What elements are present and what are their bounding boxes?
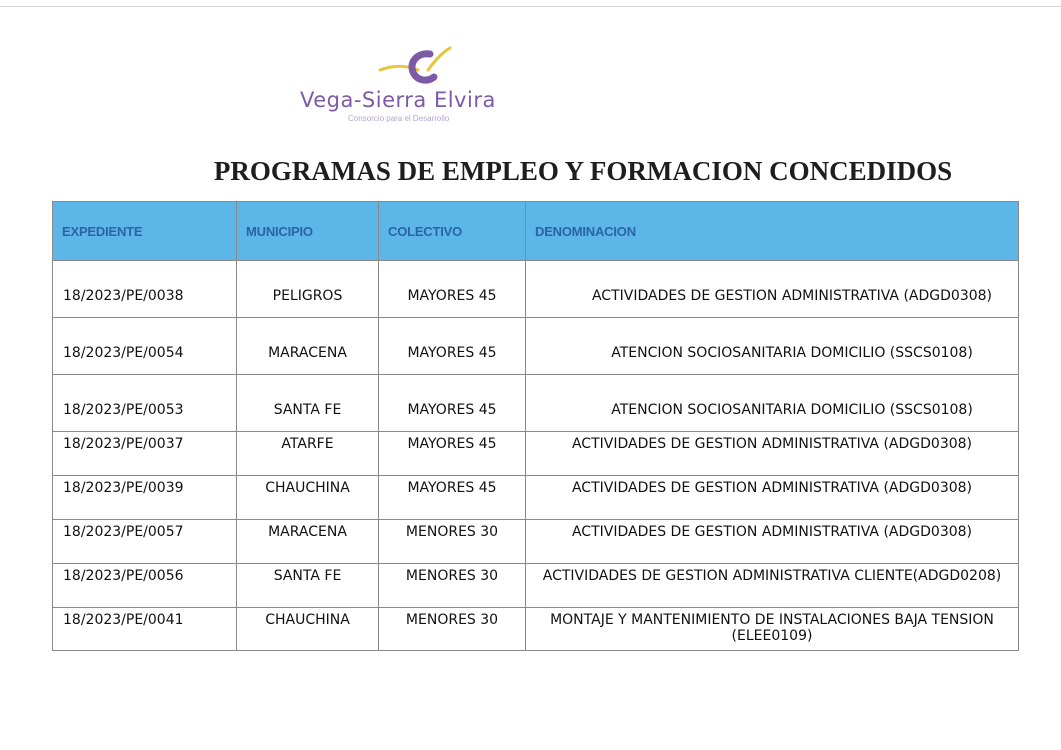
column-header-municipio: MUNICIPIO <box>237 202 379 261</box>
cell-colectivo: MAYORES 45 <box>379 476 526 520</box>
cell-municipio: PELIGROS <box>237 261 379 318</box>
cell-denominacion: ATENCION SOCIOSANITARIA DOMICILIO (SSCS0108) <box>526 375 1019 432</box>
column-header-denominacion: DENOMINACION <box>526 202 1019 261</box>
cell-denominacion: ACTIVIDADES DE GESTION ADMINISTRATIVA (ADGD0308) <box>526 261 1019 318</box>
cell-denominacion: ACTIVIDADES DE GESTION ADMINISTRATIVA (ADGD0308) <box>526 432 1019 476</box>
cell-denominacion: ACTIVIDADES DE GESTION ADMINISTRATIVA CLIENTE(ADGD0208) <box>526 564 1019 608</box>
cell-denominacion: ACTIVIDADES DE GESTION ADMINISTRATIVA (ADGD0308) <box>526 476 1019 520</box>
cell-colectivo: MAYORES 45 <box>379 261 526 318</box>
table-row <box>53 476 1019 520</box>
cell-expediente: 18/2023/PE/0037 <box>53 432 237 476</box>
cell-municipio: CHAUCHINA <box>237 476 379 520</box>
cell-colectivo: MAYORES 45 <box>379 318 526 375</box>
cell-municipio: ATARFE <box>237 432 379 476</box>
consortium-logo <box>300 44 540 134</box>
logo-swirl-icon <box>378 44 458 88</box>
page-top-rule <box>0 6 1061 7</box>
cell-municipio: SANTA FE <box>237 564 379 608</box>
cell-denominacion: ATENCION SOCIOSANITARIA DOMICILIO (SSCS0108) <box>526 318 1019 375</box>
cell-municipio: SANTA FE <box>237 375 379 432</box>
cell-expediente: 18/2023/PE/0041 <box>53 608 237 651</box>
cell-colectivo: MENORES 30 <box>379 564 526 608</box>
cell-expediente: 18/2023/PE/0039 <box>53 476 237 520</box>
cell-colectivo: MENORES 30 <box>379 520 526 564</box>
cell-expediente: 18/2023/PE/0057 <box>53 520 237 564</box>
table-row <box>53 564 1019 608</box>
cell-denominacion: ACTIVIDADES DE GESTION ADMINISTRATIVA (ADGD0308) <box>526 520 1019 564</box>
cell-colectivo: MAYORES 45 <box>379 375 526 432</box>
cell-expediente: 18/2023/PE/0054 <box>53 318 237 375</box>
table-row <box>53 261 1019 318</box>
table-row <box>53 318 1019 375</box>
cell-municipio: MARACENA <box>237 318 379 375</box>
cell-municipio: MARACENA <box>237 520 379 564</box>
table-row <box>53 375 1019 432</box>
cell-colectivo: MENORES 30 <box>379 608 526 651</box>
cell-denominacion: MONTAJE Y MANTENIMIENTO DE INSTALACIONES BAJA TENSION (ELEE0109) <box>526 608 1019 651</box>
document-title: PROGRAMAS DE EMPLEO Y FORMACION CONCEDIDOS <box>213 156 953 186</box>
cell-expediente: 18/2023/PE/0056 <box>53 564 237 608</box>
cell-colectivo: MAYORES 45 <box>379 432 526 476</box>
logo-tagline: Consorcio para el Desarrollo <box>348 114 450 123</box>
table-header-row <box>53 202 1019 261</box>
programs-table <box>52 201 1019 651</box>
column-header-expediente: EXPEDIENTE <box>53 202 237 261</box>
cell-expediente: 18/2023/PE/0053 <box>53 375 237 432</box>
table-row <box>53 432 1019 476</box>
column-header-colectivo: COLECTIVO <box>379 202 526 261</box>
logo-name: Vega-Sierra Elvira <box>300 88 496 112</box>
table-row <box>53 520 1019 564</box>
cell-expediente: 18/2023/PE/0038 <box>53 261 237 318</box>
cell-municipio: CHAUCHINA <box>237 608 379 651</box>
table-row <box>53 608 1019 651</box>
